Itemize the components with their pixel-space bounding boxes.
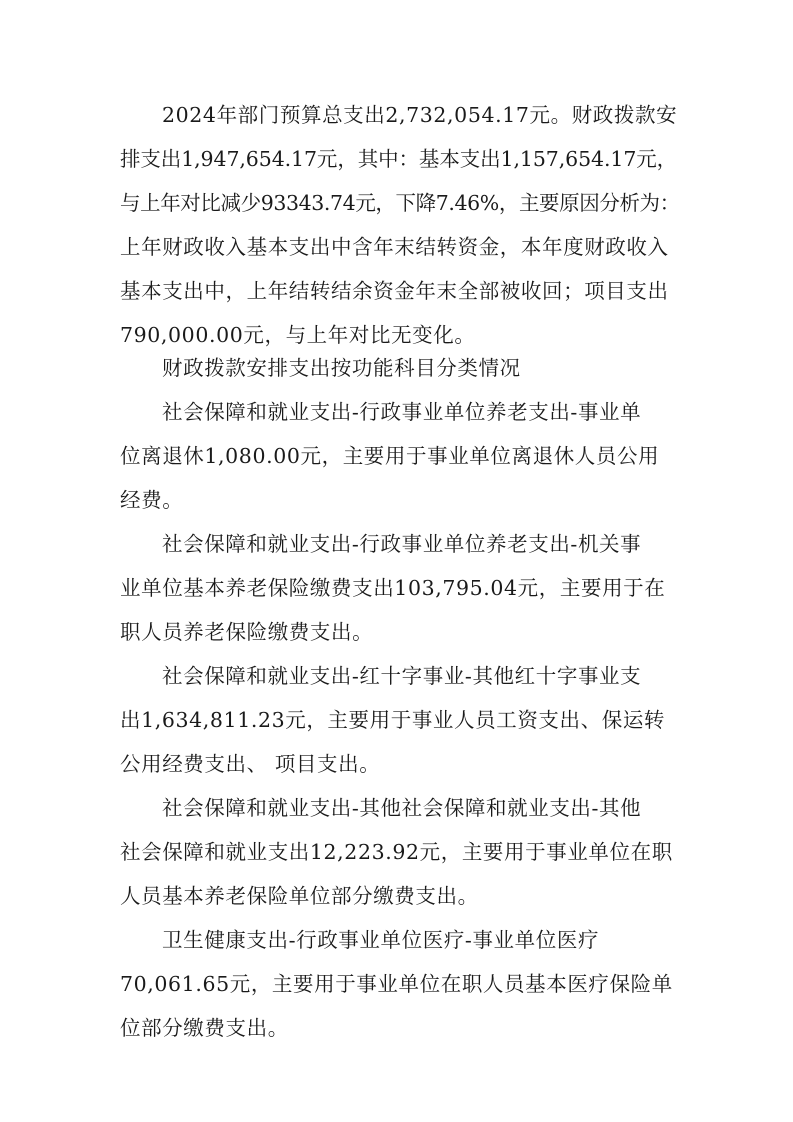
text-line: 出1,634,811.23元，主要用于事业人员工资支出、保运转 [120, 708, 666, 732]
text-line: 公用经费支出、 项目支出。 [120, 752, 381, 776]
text-line: 与上年对比减少93343.74元，下降7.46%，主要原因分析为： [120, 191, 680, 215]
text-line: 人员基本养老保险单位部分缴费支出。 [120, 884, 479, 908]
text-line: 基本支出中，上年结转结余资金年末全部被收回；项目支出 [120, 279, 669, 303]
text-line: 社会保障和就业支出-红十字事业-其他红十字事业支 [162, 664, 642, 688]
text-line: 业单位基本养老保险缴费支出103,795.04元，主要用于在 [120, 576, 666, 600]
text-line: 70,061.65元，主要用于事业单位在职人员基本医疗保险单 [120, 972, 673, 996]
text-line: 社会保障和就业支出-其他社会保障和就业支出-其他 [162, 796, 642, 820]
text-line: 790,000.00元，与上年对比无变化。 [120, 323, 476, 347]
text-line: 社会保障和就业支出-行政事业单位养老支出-机关事 [162, 532, 642, 556]
text-line: 位部分缴费支出。 [120, 1016, 289, 1040]
text-line: 上年财政收入基本支出中含年末结转资金，本年度财政收入 [120, 235, 669, 259]
text-line: 社会保障和就业支出-行政事业单位养老支出-事业单 [162, 400, 642, 424]
section-heading: 财政拨款安排支出按功能科目分类情况 [162, 356, 521, 380]
text-line: 位离退休1,080.00元，主要用于事业单位离退休人员公用 [120, 444, 660, 468]
text-line: 2024年部门预算总支出2,732,054.17元。财政拨款安 [162, 103, 678, 127]
text-line: 社会保障和就业支出12,223.92元，主要用于事业单位在职 [120, 840, 673, 864]
text-line: 卫生健康支出-行政事业单位医疗-事业单位医疗 [162, 928, 600, 952]
text-line: 排支出1,947,654.17元，其中：基本支出1,157,654.17元， [120, 147, 678, 171]
text-line: 经费。 [120, 488, 184, 512]
text-line: 职人员养老保险缴费支出。 [120, 620, 374, 644]
